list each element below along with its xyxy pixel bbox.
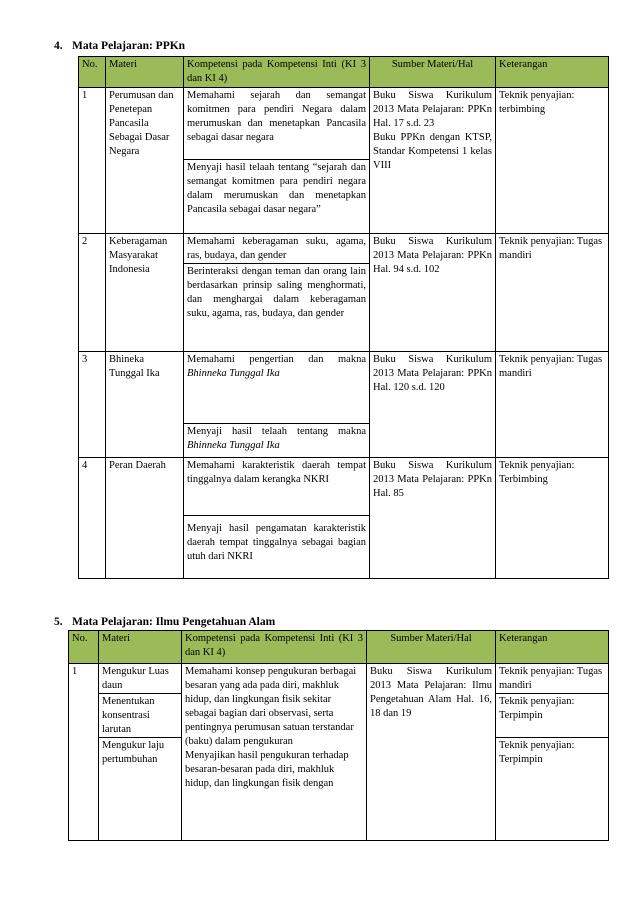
ki4-italic: Bhinneka Tunggal Ika [187,440,280,451]
header-keterangan: Keterangan [496,631,609,664]
row-materi: Keberagaman Masyarakat Indonesia [106,234,184,352]
table-row [79,458,609,579]
table-row [69,664,609,841]
materi-item: Mengukur Luas daun [102,666,169,691]
header-materi: Materi [106,57,184,88]
header-sumber: Sumber Materi/Hal [367,631,496,664]
header-no: No. [69,631,99,664]
row-kompetensi [184,352,370,458]
ppkn-table [78,56,609,579]
row-keterangan: Teknik penyajian: Tugas mandiri [496,352,609,458]
row-keterangan: Teknik penyajian: terbimbing [496,88,609,234]
table-row [79,234,609,352]
header-no: No. [79,57,106,88]
row-kompetensi [184,458,370,579]
header-keterangan: Keterangan [496,57,609,88]
keterangan-item: Teknik penyajian: Terpimpin [496,693,608,737]
row-materi: Perumusan dan Penetepan Pancasila Sebagai Dasar Negara [106,88,184,234]
ki3-text: Memahami pengertian dan makna [187,354,366,365]
table-row [79,352,609,458]
row-keterangan [496,664,609,841]
row-no: 2 [79,234,106,352]
kompetensi-ki3 [187,353,366,423]
row-sumber: Buku Siswa Kurikulum 2013 Mata Pelajaran: PPKn Hal. 94 s.d. 102 [370,234,496,352]
sumber-primary: Buku Siswa Kurikulum 2013 Mata Pelajaran: PPKn Hal. 17 s.d. 23 [373,90,492,129]
header-kompetensi: Kompetensi pada Kompetensi Inti (KI 3 dan KI 4) [184,57,370,88]
row-sumber [370,88,496,234]
ipa-header-row [69,631,609,664]
header-materi: Materi [99,631,182,664]
section-5-heading [54,616,275,628]
row-sumber: Buku Siswa Kurikulum 2013 Mata Pelajaran: Ilmu Pengetahuan Alam Hal. 16, 18 dan 19 [367,664,496,841]
row-no: 4 [79,458,106,579]
kompetensi-ki3: Memahami sejarah dan semangat komitmen para pendiri Negara dalam merumuskan dan menetapkan Pancasila sebagai dasar negara [187,90,366,143]
kompetensi-ki4 [184,423,369,453]
row-no: 1 [79,88,106,234]
table-row [79,88,609,234]
kompetensi-ki3: Memahami konsep pengukuran berbagai besaran yang ada pada diri, makhluk hidup, dan lingkungan fisik sekitar sebagai bagian dari observasi, serta pentingnya perumusan satuan terstandar (baku) dalam pengukuran [185,666,357,747]
section-4-number: 4. [54,40,63,52]
row-materi: Peran Daerah [106,458,184,579]
materi-item: Mengukur laju pertumbuhan [99,737,181,767]
kompetensi-ki4: Menyaji hasil telaah tentang “sejarah dan semangat komitmen para pendiri negara dalam merumuskan dan menetapkan Pancasila sebagai dasar negara” [184,159,369,217]
row-kompetensi [182,664,367,841]
kompetensi-ki4: Menyaji hasil pengamatan karakteristik daerah tempat tinggalnya sebagai bagian utuh dari NKRI [184,515,369,564]
section-4-title: Mata Pelajaran: PPKn [72,40,186,52]
keterangan-item: Teknik penyajian: Terpimpin [496,737,608,767]
ki4-text: Menyaji hasil telaah tentang makna [187,426,366,437]
row-sumber: Buku Siswa Kurikulum 2013 Mata Pelajaran: PPKn Hal. 120 s.d. 120 [370,352,496,458]
ppkn-header-row [79,57,609,88]
section-4-heading [54,40,185,52]
row-keterangan: Teknik penyajian: Terbimbing [496,458,609,579]
row-materi [99,664,182,841]
kompetensi-ki3: Memahami keberagaman suku, agama, ras, budaya, dan gender [187,236,366,261]
kompetensi-ki4: Menyajikan hasil pengukuran terhadap besaran-besaran pada diri, makhluk hidup, dan lingkungan fisik dengan [185,750,349,789]
header-kompetensi: Kompetensi pada Kompetensi Inti (KI 3 dan KI 4) [182,631,367,664]
row-keterangan: Teknik penyajian: Tugas mandiri [496,234,609,352]
row-sumber: Buku Siswa Kurikulum 2013 Mata Pelajaran: PPKn Hal. 85 [370,458,496,579]
row-no: 1 [69,664,99,841]
row-materi: Bhineka Tunggal Ika [106,352,184,458]
sumber-secondary: Buku PPKn dengan KTSP, Standar Kompetensi 1 kelas VIII [373,132,492,171]
section-5-number: 5. [54,616,63,628]
row-kompetensi [184,88,370,234]
materi-item: Menentukan konsentrasi larutan [99,693,181,737]
ipa-table [68,630,609,841]
kompetensi-ki4: Berinteraksi dengan teman dan orang lain berdasarkan prinsip saling menghormati, dan menghargai dalam keberagaman suku, agama, ras, budaya, dan gender [184,263,369,321]
ki3-italic: Bhinneka Tunggal Ika [187,368,280,379]
kompetensi-ki3: Memahami karakteristik daerah tempat tinggalnya dalam kerangka NKRI [187,460,366,485]
row-kompetensi [184,234,370,352]
row-no: 3 [79,352,106,458]
keterangan-item: Teknik penyajian: Tugas mandiri [499,666,603,691]
header-sumber: Sumber Materi/Hal [370,57,496,88]
section-5-title: Mata Pelajaran: Ilmu Pengetahuan Alam [72,616,276,628]
